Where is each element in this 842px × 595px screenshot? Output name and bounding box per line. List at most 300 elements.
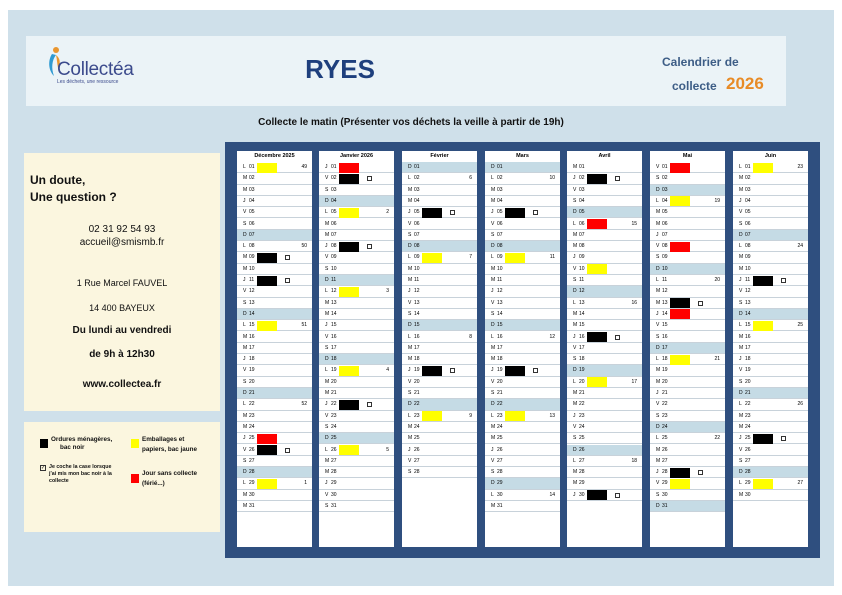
weekday-letter: J [491,446,494,453]
weekday-letter: M [573,231,578,238]
week-number: 51 [301,322,307,329]
weekday-letter: V [573,186,577,193]
day-row [733,332,808,343]
day-number: 21 [249,390,255,396]
day-number: 25 [249,435,255,442]
day-number: 02 [662,175,668,182]
day-row [485,433,560,444]
weekday-letter: M [739,186,744,193]
weekday-letter: J [243,435,246,442]
weekday-letter: M [408,423,413,430]
week-number: 3 [386,288,389,295]
weekday-letter: V [325,333,329,340]
day-row [402,309,477,320]
week-number: 50 [301,243,307,250]
day-number: 08 [662,243,668,250]
day-number: 18 [579,356,585,363]
weekday-letter: M [243,423,248,430]
page-title: RYES [305,54,375,84]
day-number: 12 [414,288,420,295]
day-row [485,241,560,252]
black-bin-mark [422,366,442,376]
collection-checkbox[interactable] [367,176,372,181]
yellow-bin-mark [339,208,359,218]
weekday-letter: M [739,175,744,182]
email-link[interactable]: accueil@smismb.fr [79,237,165,248]
legend-black-label-2: bac noir [60,444,85,451]
day-number: 06 [331,220,337,227]
collection-checkbox[interactable] [285,255,290,260]
day-row [237,320,312,331]
day-row [567,230,642,241]
weekday-letter: V [325,412,329,419]
day-number: 31 [331,503,337,509]
day-number: 02 [497,175,503,182]
street-address: 1 Rue Marcel FAUVEL [76,278,168,288]
weekday-letter: S [491,231,495,238]
weekday-letter: J [739,435,742,442]
weekday-letter: V [656,480,660,487]
day-number: 07 [414,231,420,238]
weekday-letter: M [243,186,248,193]
day-number: 11 [497,277,503,283]
day-row [733,298,808,309]
day-row [402,445,477,456]
day-row [650,275,725,286]
day-row [237,445,312,456]
weekday-letter: L [739,243,742,250]
question-line2: Une question ? [30,190,117,204]
day-number: 27 [745,457,751,464]
week-number: 13 [549,412,555,419]
weekday-letter: L [656,277,659,283]
weekday-letter: S [325,423,329,430]
weekday-letter: M [325,299,330,306]
weekday-letter: L [573,220,576,227]
day-row [402,219,477,230]
weekday-letter: L [739,322,742,329]
weekday-letter: L [491,412,494,419]
weekday-letter: M [656,220,661,227]
weekday-letter: D [656,265,660,272]
yellow-bin-mark [339,366,359,376]
day-row [402,162,477,173]
day-row [650,377,725,388]
day-number: 18 [414,356,420,363]
day-number: 21 [745,390,751,396]
weekday-letter: J [739,277,742,283]
day-number: 19 [497,367,503,374]
day-row [567,365,642,376]
weekday-letter: M [243,333,248,340]
collection-checkbox[interactable] [698,301,703,306]
day-number: 01 [497,164,503,170]
day-number: 28 [249,469,255,476]
day-row [650,445,725,456]
weekday-letter: S [573,356,577,363]
day-row [485,354,560,365]
day-row [567,388,642,399]
week-number: 24 [797,243,803,250]
week-number: 7 [469,254,472,261]
weekday-letter: V [243,446,247,453]
collection-notice: Collecte le matin (Présenter vos déchets la veille à partir de 19h) [258,117,564,128]
week-number: 52 [301,401,307,408]
day-row [733,343,808,354]
weekday-letter: M [573,164,578,170]
day-number: 14 [497,310,503,317]
day-number: 18 [745,356,751,363]
day-row [237,332,312,343]
day-row [567,456,642,467]
day-number: 03 [745,186,751,193]
day-row [485,207,560,218]
day-number: 14 [579,310,585,317]
day-number: 29 [745,480,751,487]
collection-checkbox[interactable] [698,470,703,475]
day-number: 24 [745,423,751,430]
day-row [567,354,642,365]
collection-checkbox[interactable] [367,402,372,407]
yellow-bin-mark [753,321,773,331]
day-number: 12 [331,288,337,295]
collection-checkbox[interactable] [615,493,620,498]
day-number: 04 [249,197,255,204]
collection-checkbox[interactable] [615,335,620,340]
day-number: 07 [745,231,751,238]
day-row [485,185,560,196]
day-row [650,501,725,512]
day-number: 18 [249,356,255,363]
day-number: 18 [497,356,503,363]
day-row [237,286,312,297]
day-row [650,298,725,309]
weekday-letter: J [325,164,328,170]
day-row [567,173,642,184]
black-bin-mark [505,366,525,376]
weekday-letter: D [243,469,247,476]
day-row [733,399,808,410]
yellow-bin-mark [339,287,359,297]
weekday-letter: M [573,243,578,250]
day-row [485,162,560,173]
day-row [567,298,642,309]
day-number: 25 [745,435,751,442]
weekday-letter: D [491,164,495,170]
collection-checkbox[interactable] [781,436,786,441]
day-row [319,501,394,512]
day-number: 15 [497,322,503,329]
logo-text: Collectéa [57,59,134,80]
weekday-letter: M [573,401,578,408]
collection-checkbox[interactable] [367,244,372,249]
weekday-letter: M [656,367,661,374]
day-number: 03 [579,186,585,193]
weekday-letter: V [408,378,412,385]
weekday-letter: M [656,299,661,306]
day-number: 11 [414,277,420,283]
day-row [319,275,394,286]
day-row [319,433,394,444]
day-number: 26 [414,446,420,453]
day-number: 02 [249,175,255,182]
day-row [567,433,642,444]
day-number: 10 [331,265,337,272]
day-number: 16 [249,333,255,340]
day-row [650,433,725,444]
weekday-letter: D [491,480,495,487]
weekday-letter: M [739,333,744,340]
website-link[interactable]: www.collectea.fr [82,379,162,390]
day-row [237,354,312,365]
day-row [650,456,725,467]
week-number: 2 [386,209,389,216]
day-number: 09 [414,254,420,261]
day-row [650,219,725,230]
collection-checkbox[interactable] [533,368,538,373]
day-number: 23 [331,412,337,419]
day-row [237,162,312,173]
weekday-letter: M [243,412,248,419]
day-row [733,365,808,376]
day-row [319,309,394,320]
day-number: 13 [579,299,585,306]
day-number: 11 [745,277,751,283]
day-number: 09 [745,254,751,261]
day-number: 27 [249,457,255,464]
day-row [485,332,560,343]
day-number: 08 [497,243,503,250]
weekday-letter: M [408,356,413,363]
day-number: 14 [745,310,751,317]
day-row [567,467,642,478]
day-row [650,365,725,376]
weekday-letter: M [739,254,744,261]
day-number: 04 [662,197,668,204]
weekday-letter: V [408,220,412,227]
day-row [733,230,808,241]
day-row [402,185,477,196]
weekday-letter: D [739,310,743,317]
day-row [402,354,477,365]
day-number: 09 [249,254,255,261]
weekday-letter: V [656,322,660,329]
weekday-letter: M [739,491,744,498]
day-number: 18 [662,356,668,363]
weekday-letter: M [408,344,413,351]
weekday-letter: S [656,333,660,340]
weekday-letter: V [243,288,247,295]
day-number: 13 [745,299,751,306]
day-row [485,173,560,184]
day-number: 14 [414,310,420,317]
day-row [733,411,808,422]
weekday-letter: L [739,164,742,170]
day-number: 19 [579,367,585,374]
day-number: 20 [497,378,503,385]
holiday-mark [670,309,690,319]
day-row [319,219,394,230]
day-row [402,343,477,354]
collection-checkbox[interactable] [285,448,290,453]
day-row [319,490,394,501]
weekday-letter: D [739,469,743,476]
month-column [237,151,312,547]
opening-days: Du lundi au vendredi [72,325,172,336]
day-row [402,286,477,297]
day-row [567,196,642,207]
weekday-letter: V [656,243,660,250]
day-number: 17 [579,344,585,351]
legend-checkbox-icon: ✓ [41,465,46,471]
day-row [485,490,560,501]
weekday-letter: J [408,288,411,295]
day-number: 15 [249,322,255,329]
month-column [733,151,808,547]
day-row [650,320,725,331]
day-row [402,456,477,467]
day-row [567,445,642,456]
day-number: 13 [497,299,503,306]
legend-black-label-1: Ordures ménagères, [51,436,113,443]
collection-checkbox[interactable] [285,278,290,283]
weekday-letter: D [243,310,247,317]
weekday-letter: M [243,175,248,182]
black-bin-mark [505,208,525,218]
yellow-bin-mark [670,479,690,489]
weekday-letter: D [243,390,247,396]
collection-checkbox[interactable] [533,210,538,215]
day-number: 09 [331,254,337,261]
day-number: 07 [249,231,255,238]
day-number: 31 [662,503,668,509]
weekday-letter: M [739,423,744,430]
legend-red-label-2: (férié...) [142,480,165,487]
day-row [567,264,642,275]
day-number: 15 [414,322,420,329]
day-row [733,173,808,184]
weekday-letter: M [573,322,578,329]
question-line1: Un doute, [30,173,86,187]
weekday-letter: S [656,491,660,498]
week-number: 19 [714,197,720,204]
weekday-letter: L [408,412,411,419]
day-number: 20 [745,378,751,385]
weekday-letter: J [573,254,576,261]
weekday-letter: V [243,209,247,216]
weekday-letter: J [573,333,576,340]
month-header: Février [430,153,449,159]
day-row [319,230,394,241]
weekday-letter: M [408,435,413,442]
yellow-bin-mark [587,377,607,387]
black-bin-mark [670,468,690,478]
weekday-letter: S [656,412,660,419]
day-row [650,467,725,478]
yellow-bin-mark [422,411,442,421]
day-row [733,433,808,444]
day-row [402,399,477,410]
day-number: 27 [579,457,585,464]
day-number: 08 [414,243,420,250]
day-row [733,219,808,230]
day-number: 08 [331,243,337,250]
day-row [650,264,725,275]
weekday-letter: V [325,175,329,182]
black-bin-mark [257,276,277,286]
collection-checkbox[interactable] [450,210,455,215]
collection-checkbox[interactable] [450,368,455,373]
day-row [485,252,560,263]
day-row [485,501,560,512]
black-bin-mark [753,434,773,444]
day-row [733,320,808,331]
weekday-letter: V [408,457,412,464]
day-number: 27 [497,457,503,464]
day-number: 11 [249,277,255,283]
weekday-letter: L [408,175,411,182]
day-number: 13 [662,299,668,306]
day-row [733,445,808,456]
day-number: 23 [497,412,503,419]
day-number: 16 [331,333,337,340]
collection-checkbox[interactable] [615,176,620,181]
weekday-letter: V [573,423,577,430]
weekday-letter: L [573,378,576,385]
day-number: 23 [579,412,585,419]
yellow-bin-mark [753,479,773,489]
weekday-letter: S [325,265,329,272]
black-bin-mark [339,174,359,184]
day-row [650,343,725,354]
day-number: 30 [249,491,255,498]
day-row [650,490,725,501]
day-row [237,365,312,376]
day-number: 15 [331,322,337,329]
day-number: 10 [579,265,585,272]
day-row [733,467,808,478]
day-row [319,332,394,343]
day-number: 19 [331,367,337,374]
weekday-letter: D [491,401,495,408]
weekday-letter: V [656,164,660,170]
day-number: 10 [249,265,255,272]
day-number: 16 [497,333,503,340]
day-number: 08 [249,243,255,250]
day-row [402,388,477,399]
weekday-letter: M [325,469,330,476]
day-row [650,162,725,173]
day-number: 07 [331,231,337,238]
day-row [733,264,808,275]
black-bin-mark [670,298,690,308]
day-number: 13 [414,299,420,306]
day-number: 31 [497,503,503,509]
day-row [237,275,312,286]
day-row [733,207,808,218]
day-row [237,411,312,422]
weekday-letter: J [408,367,411,374]
day-number: 25 [497,435,503,442]
day-number: 21 [414,390,420,396]
week-number: 49 [301,164,307,170]
weekday-letter: V [739,209,743,216]
day-number: 04 [497,197,503,204]
day-row [319,422,394,433]
weekday-letter: D [408,322,412,329]
collection-checkbox[interactable] [781,278,786,283]
day-row [567,162,642,173]
